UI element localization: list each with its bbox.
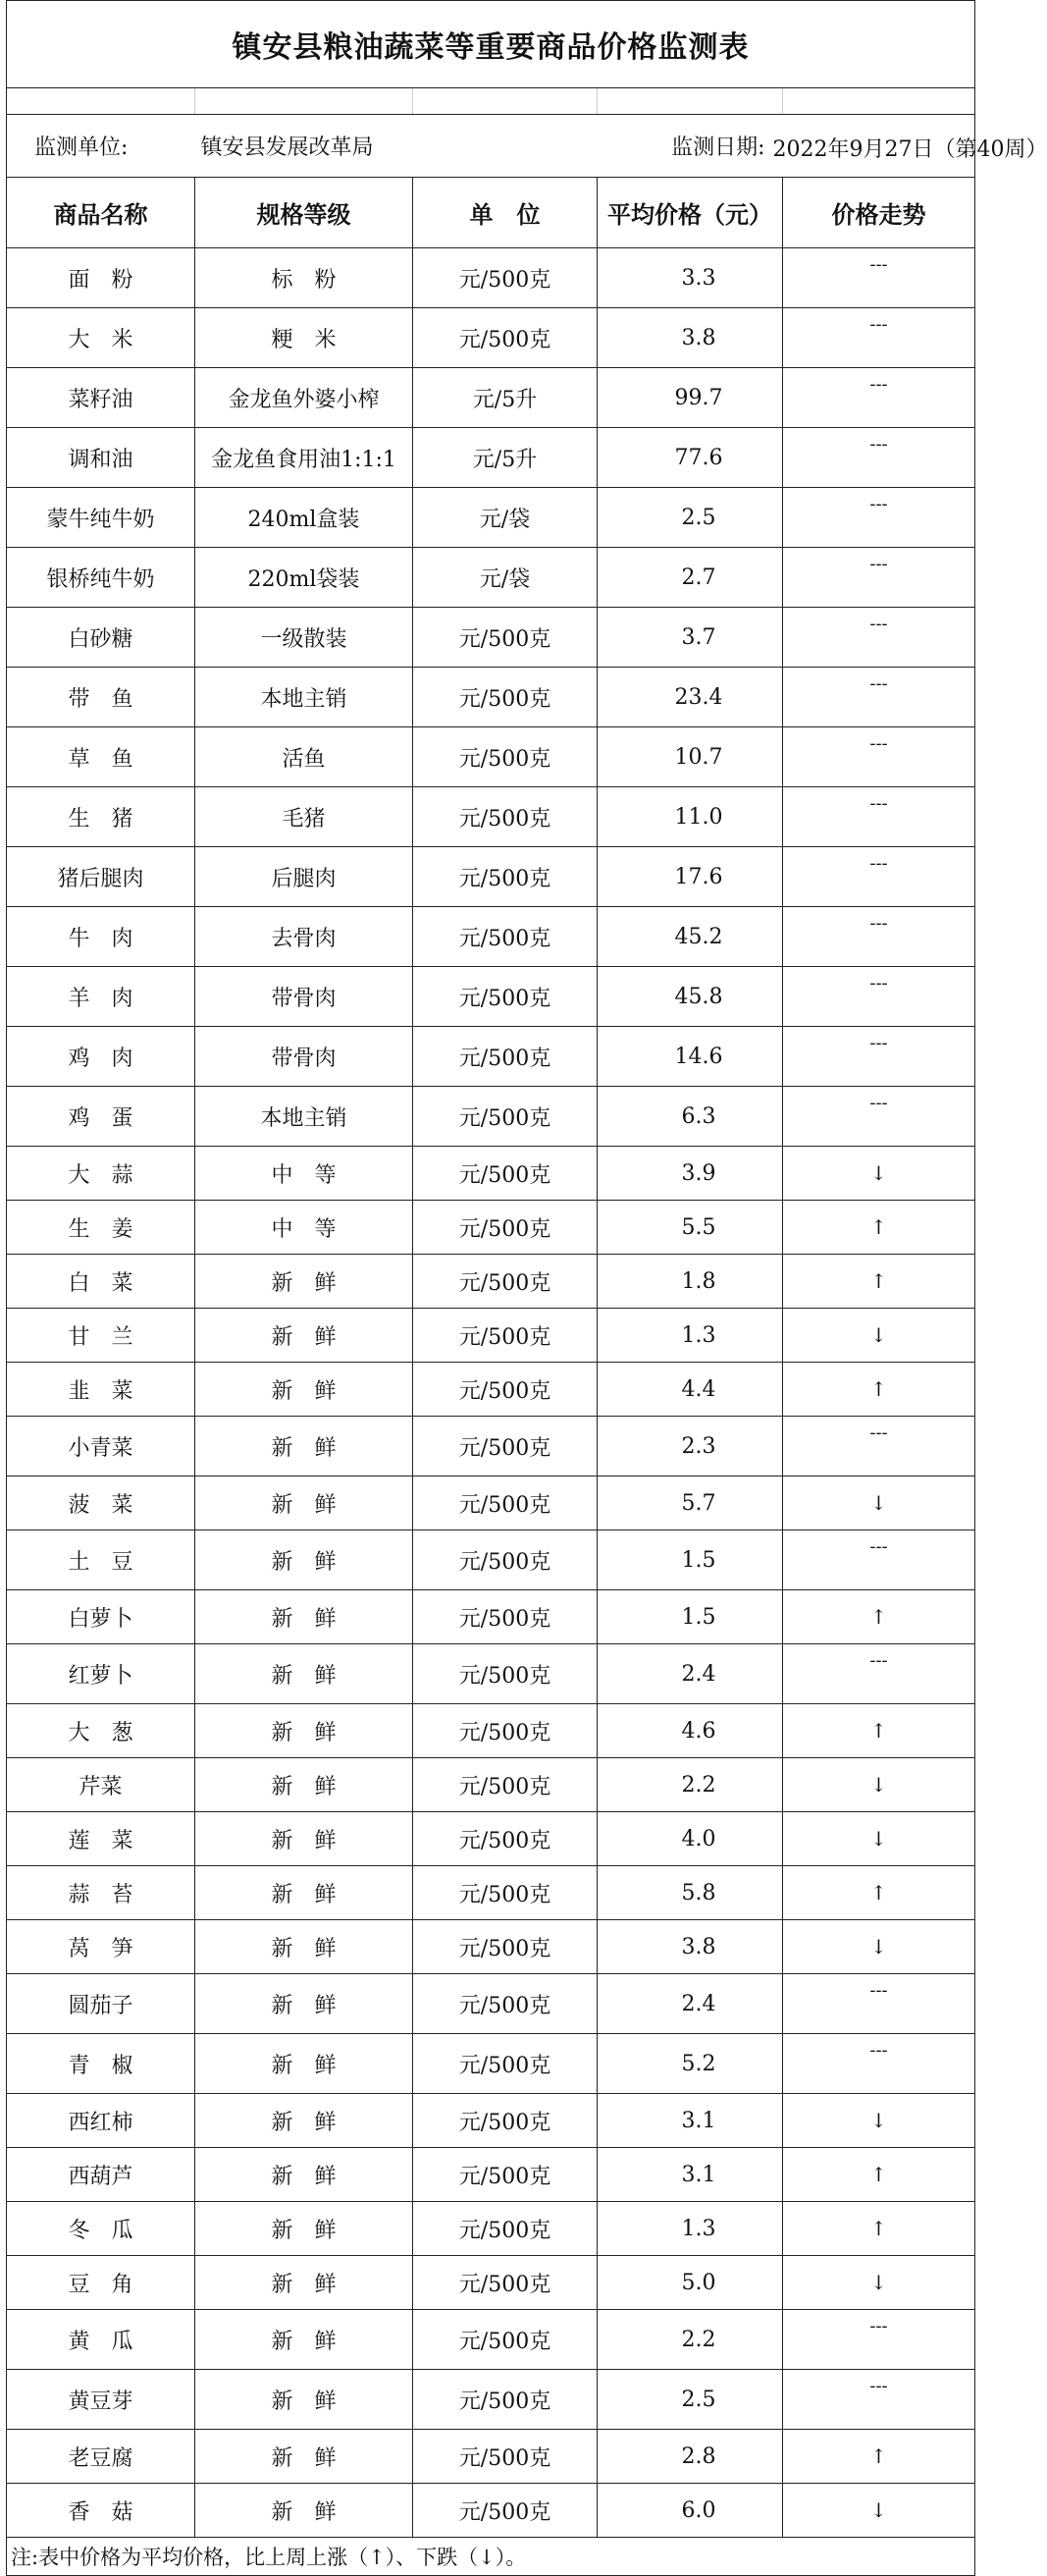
commodity-name: 白 菜	[7, 1255, 195, 1309]
commodity-name: 莴 笋	[7, 1920, 195, 1974]
unit: 元/500克	[413, 2034, 598, 2094]
commodity-name: 圆茄子	[7, 1974, 195, 2034]
commodity-name: 老豆腐	[7, 2430, 195, 2484]
spec-grade: 金龙鱼外婆小榨	[195, 368, 413, 428]
spec-grade: 带骨肉	[195, 967, 413, 1027]
unit: 元/袋	[413, 548, 598, 608]
unit: 元/500克	[413, 847, 598, 907]
price-trend: ---	[783, 1530, 975, 1590]
price-trend: ↓	[783, 2094, 975, 2148]
average-price: 11.0	[598, 787, 783, 847]
unit: 元/500克	[413, 907, 598, 967]
price-trend: ↑	[783, 2148, 975, 2202]
price-trend: ↓	[783, 2484, 975, 2538]
price-trend: ---	[783, 308, 975, 368]
price-trend: ---	[783, 608, 975, 668]
commodity-name: 蒙牛纯牛奶	[7, 488, 195, 548]
table-row	[7, 2094, 975, 2148]
table-row	[7, 2370, 975, 2430]
header-row	[7, 178, 975, 248]
unit: 元/500克	[413, 668, 598, 727]
average-price: 5.7	[598, 1476, 783, 1530]
unit: 元/5升	[413, 428, 598, 488]
average-price: 5.8	[598, 1866, 783, 1920]
spec-grade: 新 鲜	[195, 2148, 413, 2202]
table-row	[7, 847, 975, 907]
unit: 元/500克	[413, 1590, 598, 1644]
table-row	[7, 1309, 975, 1363]
table-row	[7, 1027, 975, 1087]
commodity-name: 白砂糖	[7, 608, 195, 668]
unit: 元/500克	[413, 727, 598, 787]
spec-grade: 新 鲜	[195, 1920, 413, 1974]
unit: 元/500克	[413, 1087, 598, 1147]
table-row	[7, 1417, 975, 1476]
unit: 元/500克	[413, 1974, 598, 2034]
price-trend: ---	[783, 1974, 975, 2034]
average-price: 2.4	[598, 1974, 783, 2034]
spec-grade: 中 等	[195, 1147, 413, 1201]
price-trend: ---	[783, 1087, 975, 1147]
table-row	[7, 1920, 975, 1974]
price-trend: ---	[783, 248, 975, 308]
price-trend: ---	[783, 907, 975, 967]
commodity-name: 黄 瓜	[7, 2310, 195, 2370]
commodity-name: 草 鱼	[7, 727, 195, 787]
average-price: 1.8	[598, 1255, 783, 1309]
spec-grade: 后腿肉	[195, 847, 413, 907]
average-price: 99.7	[598, 368, 783, 428]
spec-grade: 新 鲜	[195, 2034, 413, 2094]
price-table-body	[7, 1, 975, 2576]
price-trend: ↑	[783, 1363, 975, 1417]
average-price: 2.2	[598, 1758, 783, 1812]
average-price: 2.7	[598, 548, 783, 608]
commodity-name: 大 米	[7, 308, 195, 368]
price-trend: ---	[783, 1417, 975, 1476]
price-trend: ↑	[783, 1866, 975, 1920]
unit: 元/500克	[413, 2370, 598, 2430]
average-price: 5.0	[598, 2256, 783, 2310]
header-cell: 价格走势	[783, 178, 975, 248]
average-price: 3.3	[598, 248, 783, 308]
table-row	[7, 1255, 975, 1309]
header-cell: 规格等级	[195, 178, 413, 248]
table-row	[7, 1201, 975, 1255]
unit: 元/500克	[413, 1201, 598, 1255]
spec-grade: 新 鲜	[195, 1417, 413, 1476]
blank-row	[7, 88, 975, 115]
commodity-name: 韭 菜	[7, 1363, 195, 1417]
commodity-name: 牛 肉	[7, 907, 195, 967]
average-price: 4.4	[598, 1363, 783, 1417]
commodity-name: 鸡 蛋	[7, 1087, 195, 1147]
price-trend: ↓	[783, 1812, 975, 1866]
table-row	[7, 2310, 975, 2370]
header-cell: 单 位	[413, 178, 598, 248]
title-row	[7, 1, 975, 88]
commodity-name: 大 蒜	[7, 1147, 195, 1201]
unit: 元/500克	[413, 2256, 598, 2310]
unit: 元/500克	[413, 1476, 598, 1530]
average-price: 77.6	[598, 428, 783, 488]
average-price: 3.7	[598, 608, 783, 668]
spec-grade: 带骨肉	[195, 1027, 413, 1087]
commodity-name: 银桥纯牛奶	[7, 548, 195, 608]
average-price: 6.3	[598, 1087, 783, 1147]
average-price: 10.7	[598, 727, 783, 787]
spec-grade: 新 鲜	[195, 1309, 413, 1363]
spec-grade: 220ml袋装	[195, 548, 413, 608]
price-trend: ↑	[783, 1255, 975, 1309]
unit: 元/500克	[413, 787, 598, 847]
spec-grade: 一级散装	[195, 608, 413, 668]
spec-grade: 毛猪	[195, 787, 413, 847]
commodity-name: 菜籽油	[7, 368, 195, 428]
spec-grade: 标 粉	[195, 248, 413, 308]
commodity-name: 羊 肉	[7, 967, 195, 1027]
table-row	[7, 1974, 975, 2034]
commodity-name: 西葫芦	[7, 2148, 195, 2202]
spec-grade: 新 鲜	[195, 1758, 413, 1812]
unit: 元/500克	[413, 308, 598, 368]
table-row	[7, 668, 975, 727]
table-row	[7, 2034, 975, 2094]
table-row	[7, 1147, 975, 1201]
spec-grade: 中 等	[195, 1201, 413, 1255]
unit: 元/500克	[413, 1417, 598, 1476]
unit: 元/500克	[413, 1530, 598, 1590]
spec-grade: 本地主销	[195, 668, 413, 727]
average-price: 2.5	[598, 2370, 783, 2430]
average-price: 2.4	[598, 1644, 783, 1704]
spec-grade: 240ml盒装	[195, 488, 413, 548]
price-trend: ---	[783, 1644, 975, 1704]
price-trend: ↓	[783, 1476, 975, 1530]
monitor-unit-value: 镇安县发展改革局	[195, 115, 598, 178]
table-row	[7, 967, 975, 1027]
price-trend: ---	[783, 787, 975, 847]
header-cell: 商品名称	[7, 178, 195, 248]
price-table	[6, 0, 975, 2576]
table-row	[7, 308, 975, 368]
price-trend: ↑	[783, 1590, 975, 1644]
spec-grade: 新 鲜	[195, 2310, 413, 2370]
price-trend: ---	[783, 847, 975, 907]
price-trend: ↓	[783, 1147, 975, 1201]
header-cell: 平均价格（元）	[598, 178, 783, 248]
price-trend: ↑	[783, 1704, 975, 1758]
unit: 元/500克	[413, 1255, 598, 1309]
table-row	[7, 787, 975, 847]
spec-grade: 新 鲜	[195, 1974, 413, 2034]
commodity-name: 甘 兰	[7, 1309, 195, 1363]
table-row	[7, 727, 975, 787]
price-trend: ↓	[783, 1920, 975, 1974]
average-price: 6.0	[598, 2484, 783, 2538]
price-trend: ---	[783, 368, 975, 428]
average-price: 5.2	[598, 2034, 783, 2094]
unit: 元/500克	[413, 2430, 598, 2484]
unit: 元/500克	[413, 1920, 598, 1974]
spec-grade: 新 鲜	[195, 2484, 413, 2538]
spec-grade: 新 鲜	[195, 1704, 413, 1758]
unit: 元/500克	[413, 1147, 598, 1201]
average-price: 1.5	[598, 1590, 783, 1644]
spec-grade: 新 鲜	[195, 1644, 413, 1704]
table-row	[7, 608, 975, 668]
average-price: 3.9	[598, 1147, 783, 1201]
commodity-name: 蒜 苔	[7, 1866, 195, 1920]
unit: 元/500克	[413, 608, 598, 668]
table-row	[7, 428, 975, 488]
commodity-name: 冬 瓜	[7, 2202, 195, 2256]
price-trend: ---	[783, 2310, 975, 2370]
average-price: 5.5	[598, 1201, 783, 1255]
monitor-date-value: 2022年9月27日（第40周）	[773, 133, 1047, 163]
spec-grade: 新 鲜	[195, 1812, 413, 1866]
average-price: 4.0	[598, 1812, 783, 1866]
commodity-name: 猪后腿肉	[7, 847, 195, 907]
table-row	[7, 1476, 975, 1530]
spec-grade: 新 鲜	[195, 1590, 413, 1644]
price-trend: ↓	[783, 1309, 975, 1363]
spec-grade: 新 鲜	[195, 2202, 413, 2256]
average-price: 2.5	[598, 488, 783, 548]
unit: 元/500克	[413, 2484, 598, 2538]
table-row	[7, 1530, 975, 1590]
spec-grade: 新 鲜	[195, 1866, 413, 1920]
commodity-name: 豆 角	[7, 2256, 195, 2310]
price-trend: ---	[783, 2034, 975, 2094]
unit: 元/500克	[413, 1866, 598, 1920]
unit: 元/500克	[413, 1363, 598, 1417]
table-row	[7, 1812, 975, 1866]
spec-grade: 新 鲜	[195, 1476, 413, 1530]
spec-grade: 金龙鱼食用油1:1:1	[195, 428, 413, 488]
table-row	[7, 2430, 975, 2484]
average-price: 1.3	[598, 1309, 783, 1363]
average-price: 2.8	[598, 2430, 783, 2484]
note-row	[7, 2538, 975, 2576]
table-row	[7, 488, 975, 548]
average-price: 3.8	[598, 1920, 783, 1974]
average-price: 1.5	[598, 1530, 783, 1590]
table-row	[7, 1087, 975, 1147]
average-price: 3.1	[598, 2148, 783, 2202]
spec-grade: 新 鲜	[195, 2370, 413, 2430]
unit: 元/500克	[413, 967, 598, 1027]
commodity-name: 鸡 肉	[7, 1027, 195, 1087]
spec-grade: 新 鲜	[195, 2430, 413, 2484]
spec-grade: 新 鲜	[195, 1363, 413, 1417]
commodity-name: 白萝卜	[7, 1590, 195, 1644]
table-row	[7, 1704, 975, 1758]
price-trend: ↓	[783, 1758, 975, 1812]
price-trend: ---	[783, 2370, 975, 2430]
monitor-date-label: 监测日期:	[598, 115, 783, 178]
spec-grade: 新 鲜	[195, 1255, 413, 1309]
average-price: 45.8	[598, 967, 783, 1027]
average-price: 1.3	[598, 2202, 783, 2256]
price-trend: ↑	[783, 1201, 975, 1255]
commodity-name: 青 椒	[7, 2034, 195, 2094]
unit: 元/500克	[413, 2148, 598, 2202]
unit: 元/500克	[413, 1644, 598, 1704]
price-trend: ---	[783, 548, 975, 608]
commodity-name: 调和油	[7, 428, 195, 488]
price-trend: ---	[783, 668, 975, 727]
unit: 元/500克	[413, 1812, 598, 1866]
table-row	[7, 2148, 975, 2202]
unit: 元/500克	[413, 2310, 598, 2370]
table-row	[7, 2202, 975, 2256]
average-price: 2.2	[598, 2310, 783, 2370]
commodity-name: 土 豆	[7, 1530, 195, 1590]
price-trend: ---	[783, 1027, 975, 1087]
table-row	[7, 548, 975, 608]
table-row	[7, 2256, 975, 2310]
commodity-name: 西红柿	[7, 2094, 195, 2148]
table-row	[7, 1758, 975, 1812]
spec-grade: 新 鲜	[195, 1530, 413, 1590]
unit: 元/500克	[413, 1027, 598, 1087]
commodity-name: 黄豆芽	[7, 2370, 195, 2430]
commodity-name: 大 葱	[7, 1704, 195, 1758]
price-trend: ↑	[783, 2202, 975, 2256]
spec-grade: 粳 米	[195, 308, 413, 368]
table-row	[7, 1363, 975, 1417]
unit: 元/袋	[413, 488, 598, 548]
unit: 元/500克	[413, 248, 598, 308]
average-price: 45.2	[598, 907, 783, 967]
commodity-name: 带 鱼	[7, 668, 195, 727]
average-price: 3.8	[598, 308, 783, 368]
spec-grade: 去骨肉	[195, 907, 413, 967]
unit: 元/500克	[413, 2202, 598, 2256]
price-trend: ---	[783, 727, 975, 787]
average-price: 3.1	[598, 2094, 783, 2148]
unit: 元/5升	[413, 368, 598, 428]
spec-grade: 新 鲜	[195, 2094, 413, 2148]
unit: 元/500克	[413, 2094, 598, 2148]
price-trend: ---	[783, 967, 975, 1027]
unit: 元/500克	[413, 1758, 598, 1812]
table-row	[7, 248, 975, 308]
price-trend: ↓	[783, 2256, 975, 2310]
table-row	[7, 1590, 975, 1644]
commodity-name: 生 猪	[7, 787, 195, 847]
unit: 元/500克	[413, 1309, 598, 1363]
table-row	[7, 907, 975, 967]
table-row	[7, 1644, 975, 1704]
table-row	[7, 368, 975, 428]
monitor-unit-label: 监测单位:	[7, 115, 195, 178]
commodity-name: 芹菜	[7, 1758, 195, 1812]
unit: 元/500克	[413, 1704, 598, 1758]
commodity-name: 莲 菜	[7, 1812, 195, 1866]
average-price: 23.4	[598, 668, 783, 727]
average-price: 17.6	[598, 847, 783, 907]
footnote: 注:表中价格为平均价格，比上周上涨（↑）、下跌（↓）。	[7, 2538, 975, 2576]
average-price: 4.6	[598, 1704, 783, 1758]
commodity-name: 香 菇	[7, 2484, 195, 2538]
spec-grade: 新 鲜	[195, 2256, 413, 2310]
spec-grade: 活鱼	[195, 727, 413, 787]
commodity-name: 生 姜	[7, 1201, 195, 1255]
price-trend: ---	[783, 488, 975, 548]
average-price: 14.6	[598, 1027, 783, 1087]
commodity-name: 小青菜	[7, 1417, 195, 1476]
commodity-name: 面 粉	[7, 248, 195, 308]
table-row	[7, 2484, 975, 2538]
price-trend: ↑	[783, 2430, 975, 2484]
spec-grade: 本地主销	[195, 1087, 413, 1147]
page-title: 镇安县粮油蔬菜等重要商品价格监测表	[7, 1, 975, 88]
average-price: 2.3	[598, 1417, 783, 1476]
commodity-name: 红萝卜	[7, 1644, 195, 1704]
commodity-name: 菠 菜	[7, 1476, 195, 1530]
table-row	[7, 1866, 975, 1920]
info-row	[7, 115, 975, 178]
price-trend: ---	[783, 428, 975, 488]
